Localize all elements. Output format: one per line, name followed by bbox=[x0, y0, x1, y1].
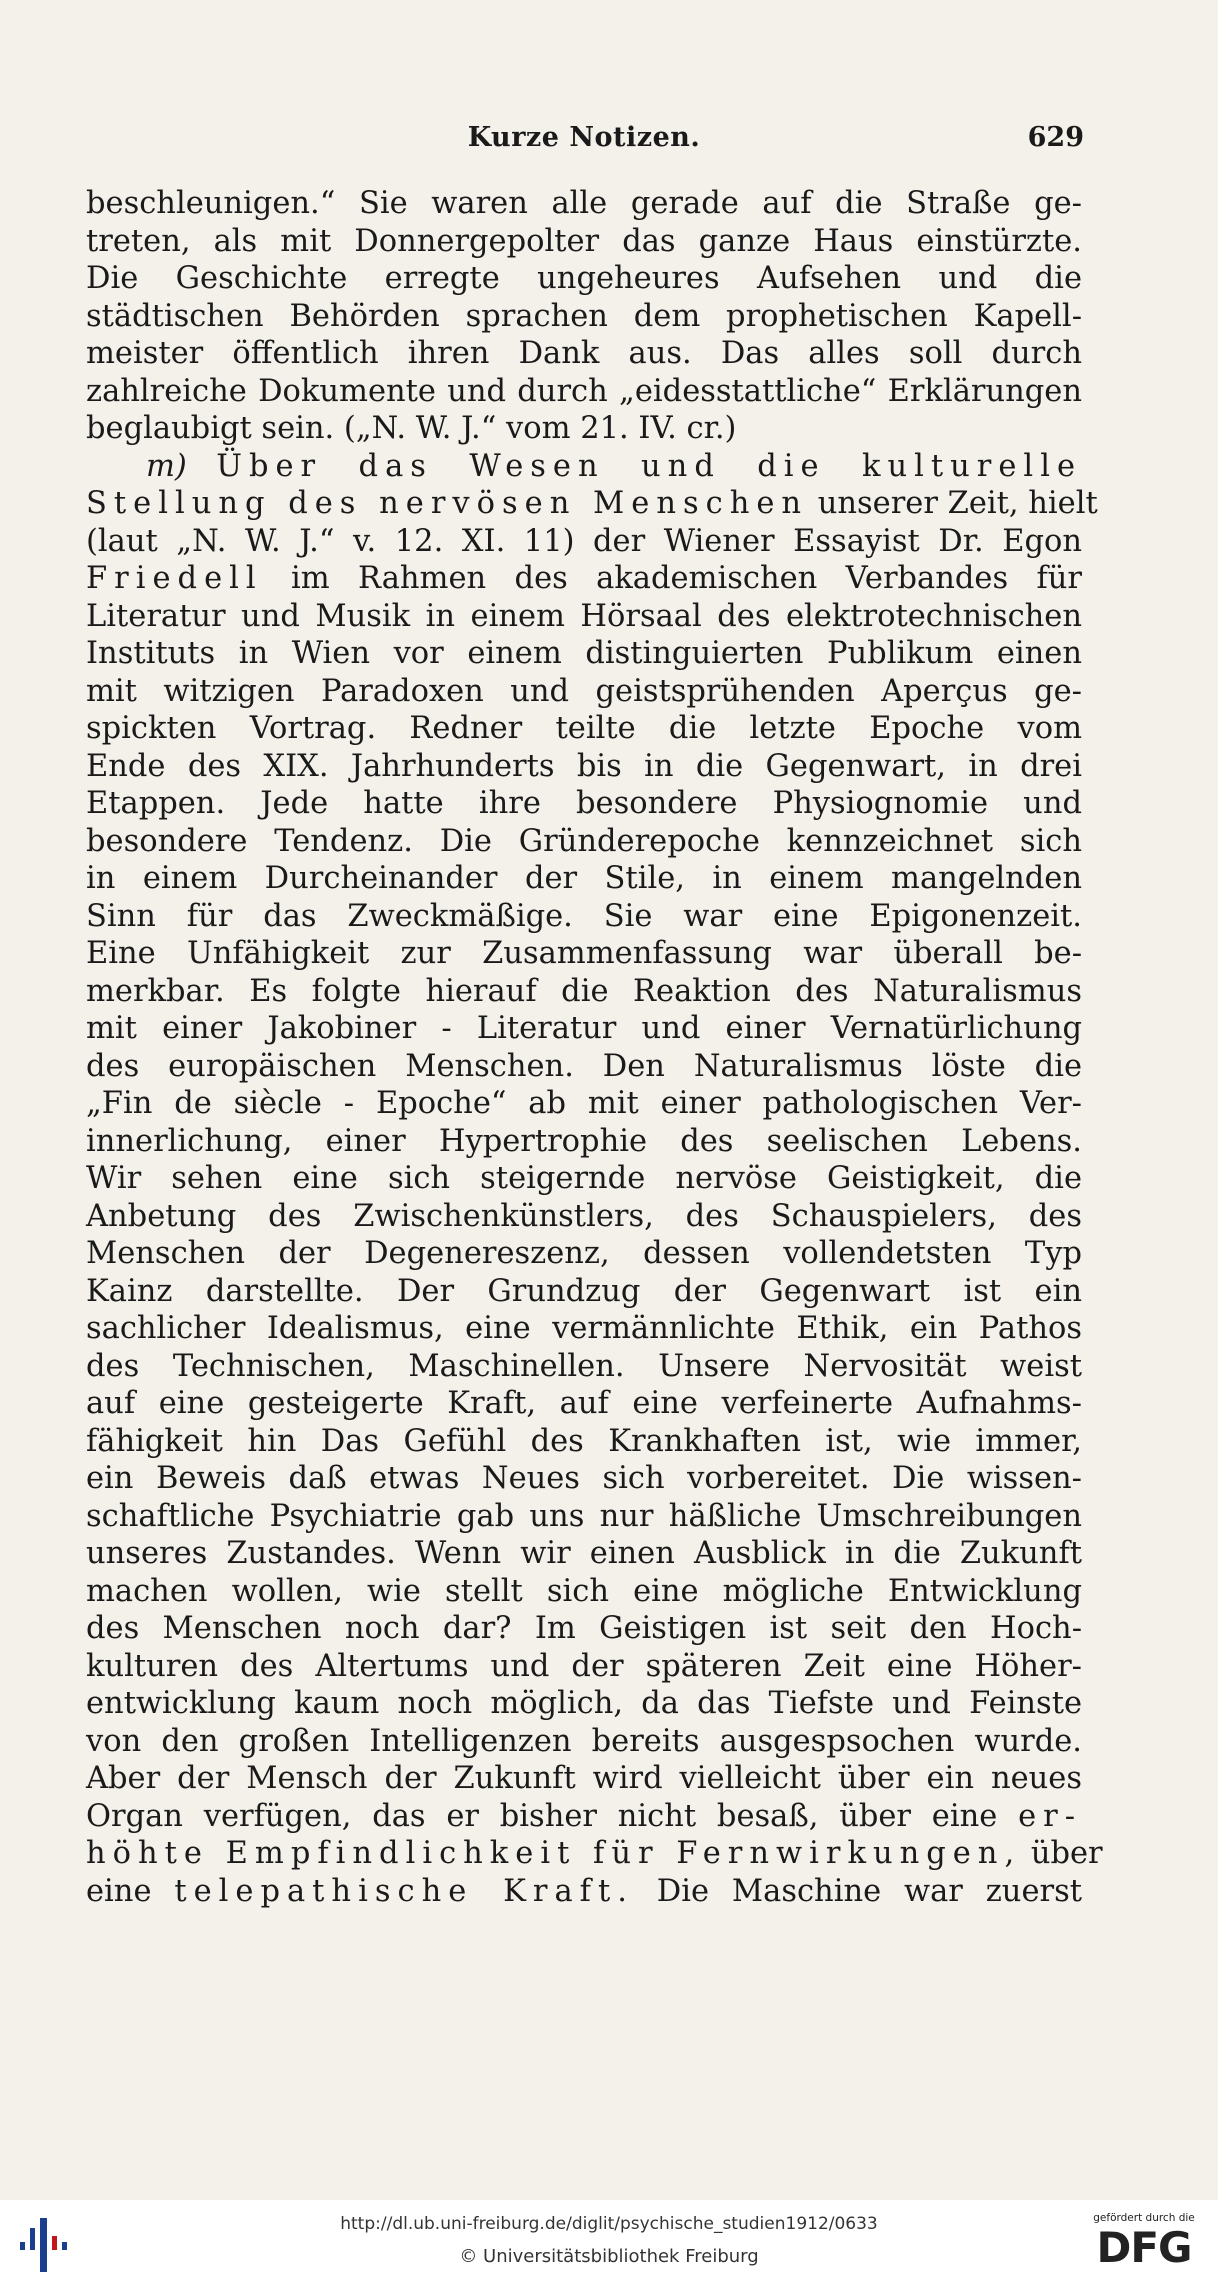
text-line: des europäischen Menschen. Den Naturalismus löste die bbox=[86, 1048, 1082, 1084]
text-line: Anbetung des Zwischenkünstlers, des Schauspielers, des bbox=[86, 1198, 1082, 1234]
text-line: beschleunigen.“ Sie waren alle gerade auf die Straße ge- bbox=[86, 186, 1082, 221]
section-m-heading-line bbox=[86, 448, 1082, 486]
spaced-title: Stellung des nervösen Menschen bbox=[86, 486, 809, 521]
running-head: Kurze Notizen. bbox=[467, 122, 701, 153]
text-line: des Menschen noch dar? Im Geistigen ist seit den Hoch- bbox=[86, 1611, 1082, 1646]
text-line bbox=[86, 485, 1098, 523]
text-line: kulturen des Altertums und der späteren Zeit eine Höher- bbox=[86, 1648, 1082, 1684]
text-line: fähigkeit hin Das Gefühl des Krankhaften ist, wie immer, bbox=[86, 1423, 1082, 1459]
text-span: im Rahmen des akademischen Verbandes für bbox=[262, 561, 1082, 596]
text-line: treten, als mit Donnergepolter das ganze Haus einstürzte. bbox=[86, 223, 1082, 259]
copyright-notice: © Universitätsbibliothek Freiburg bbox=[459, 2246, 759, 2267]
text-line bbox=[86, 1873, 1082, 1911]
text-line: Sinn für das Zweckmäßige. Sie war eine Epigonenzeit. bbox=[86, 898, 1082, 934]
text-span: unserer Zeit, hielt bbox=[808, 486, 1098, 521]
text-line: mit einer Jakobiner - Literatur und einer Vernatürlichung bbox=[86, 1011, 1082, 1046]
text-line bbox=[86, 1835, 1103, 1873]
text-line: Ende des XIX. Jahrhunderts bis in die Gegenwart, in drei bbox=[86, 748, 1082, 784]
text-line bbox=[86, 560, 1082, 598]
text-line: Etappen. Jede hatte ihre besondere Physiognomie und bbox=[86, 786, 1082, 821]
dfg-caption: gefördert durch die bbox=[1093, 2212, 1195, 2224]
text-line: besondere Tendenz. Die Gründerepoche kennzeichnet sich bbox=[86, 823, 1082, 859]
text-line: Kainz darstellte. Der Grundzug der Gegenwart ist ein bbox=[86, 1273, 1082, 1309]
text-line: mit witzigen Paradoxen und geistsprühenden Aperçus ge- bbox=[86, 673, 1082, 709]
body-text bbox=[86, 185, 1103, 1910]
spaced-title: Über das Wesen und die kulturelle bbox=[216, 448, 1082, 484]
text-line: ein Beweis daß etwas Neues sich vorbereitet. Die wissen- bbox=[86, 1461, 1082, 1496]
viewer-footer bbox=[0, 2200, 1218, 2289]
text-span: eine bbox=[86, 1873, 175, 1909]
section-marker: m) bbox=[146, 448, 187, 484]
text-line: beglaubigt sein. („N. W. J.“ vom 21. IV. cr.) bbox=[86, 411, 737, 446]
text-line: unseres Zustandes. Wenn wir einen Ausblick in die Zukunft bbox=[86, 1536, 1082, 1571]
text-line: Literatur und Musik in einem Hörsaal des elektrotechnischen bbox=[86, 598, 1082, 634]
text-line: des Technischen, Maschinellen. Unsere Nervosität weist bbox=[86, 1348, 1082, 1384]
text-line: städtischen Behörden sprachen dem prophetischen Kapell- bbox=[86, 298, 1082, 334]
text-line: Menschen der Degenereszenz, dessen vollendetsten Typ bbox=[86, 1236, 1082, 1271]
text-line: zahlreiche Dokumente und durch „eidesstattliche“ Erklärungen bbox=[86, 373, 1082, 409]
page-header bbox=[84, 122, 1084, 162]
document-url-link[interactable]: http://dl.ub.uni-freiburg.de/diglit/psychische_studien1912/0633 bbox=[340, 2214, 878, 2234]
spaced-phrase: höhte Empfindlichkeit für Fernwirkungen, bbox=[86, 1836, 1022, 1871]
dfg-logo-text: DFG bbox=[1096, 2223, 1192, 2272]
text-line: innerlichung, einer Hypertrophie des seelischen Lebens. bbox=[86, 1123, 1082, 1159]
text-line: Instituts in Wien vor einem distinguierten Publikum einen bbox=[86, 636, 1082, 671]
text-line: von den großen Intelligenzen bereits ausgespsochen wurde. bbox=[86, 1723, 1082, 1759]
text-span: Organ verfügen, das er bisher nicht besaß, über eine bbox=[86, 1798, 1019, 1834]
text-line: auf eine gesteigerte Kraft, auf eine verfeinerte Aufnahms- bbox=[86, 1386, 1082, 1421]
text-span: über bbox=[1021, 1836, 1103, 1871]
text-line: Wir sehen eine sich steigernde nervöse Geistigkeit, die bbox=[86, 1161, 1082, 1196]
text-line: sachlicher Idealismus, eine vermännlichte Ethik, ein Pathos bbox=[86, 1311, 1082, 1346]
text-line: Aber der Mensch der Zukunft wird vielleicht über ein neues bbox=[86, 1761, 1082, 1796]
text-line: „Fin de siècle - Epoche“ ab mit einer pathologischen Ver- bbox=[86, 1086, 1082, 1121]
text-line: Eine Unfähigkeit zur Zusammenfassung war überall be- bbox=[86, 936, 1082, 971]
text-line bbox=[86, 1798, 1082, 1836]
spaced-phrase: telepathische Kraft. bbox=[174, 1873, 634, 1909]
spaced-name: Friedell bbox=[86, 561, 263, 596]
text-span: Die Maschine war zuerst bbox=[633, 1873, 1082, 1909]
text-line: spickten Vortrag. Redner teilte die letzte Epoche vom bbox=[86, 711, 1082, 746]
page-number: 629 bbox=[1027, 122, 1084, 153]
text-line: Die Geschichte erregte ungeheures Aufsehen und die bbox=[86, 261, 1082, 296]
text-line: meister öffentlich ihren Dank aus. Das alles soll durch bbox=[86, 336, 1082, 371]
spaced-word: er- bbox=[1018, 1798, 1082, 1834]
text-line: schaftliche Psychiatrie gab uns nur häßliche Umschreibungen bbox=[86, 1498, 1082, 1534]
dfg-logo[interactable] bbox=[1084, 2212, 1204, 2282]
text-line: in einem Durcheinander der Stile, in einem mangelnden bbox=[86, 861, 1082, 896]
text-line: (laut „N. W. J.“ v. 12. XI. 11) der Wiener Essayist Dr. Egon bbox=[86, 523, 1082, 559]
text-line: machen wollen, wie stellt sich eine mögliche Entwicklung bbox=[86, 1573, 1082, 1609]
text-line: merkbar. Es folgte hierauf die Reaktion des Naturalismus bbox=[86, 973, 1082, 1009]
text-line: entwicklung kaum noch möglich, da das Tiefste und Feinste bbox=[86, 1686, 1082, 1721]
